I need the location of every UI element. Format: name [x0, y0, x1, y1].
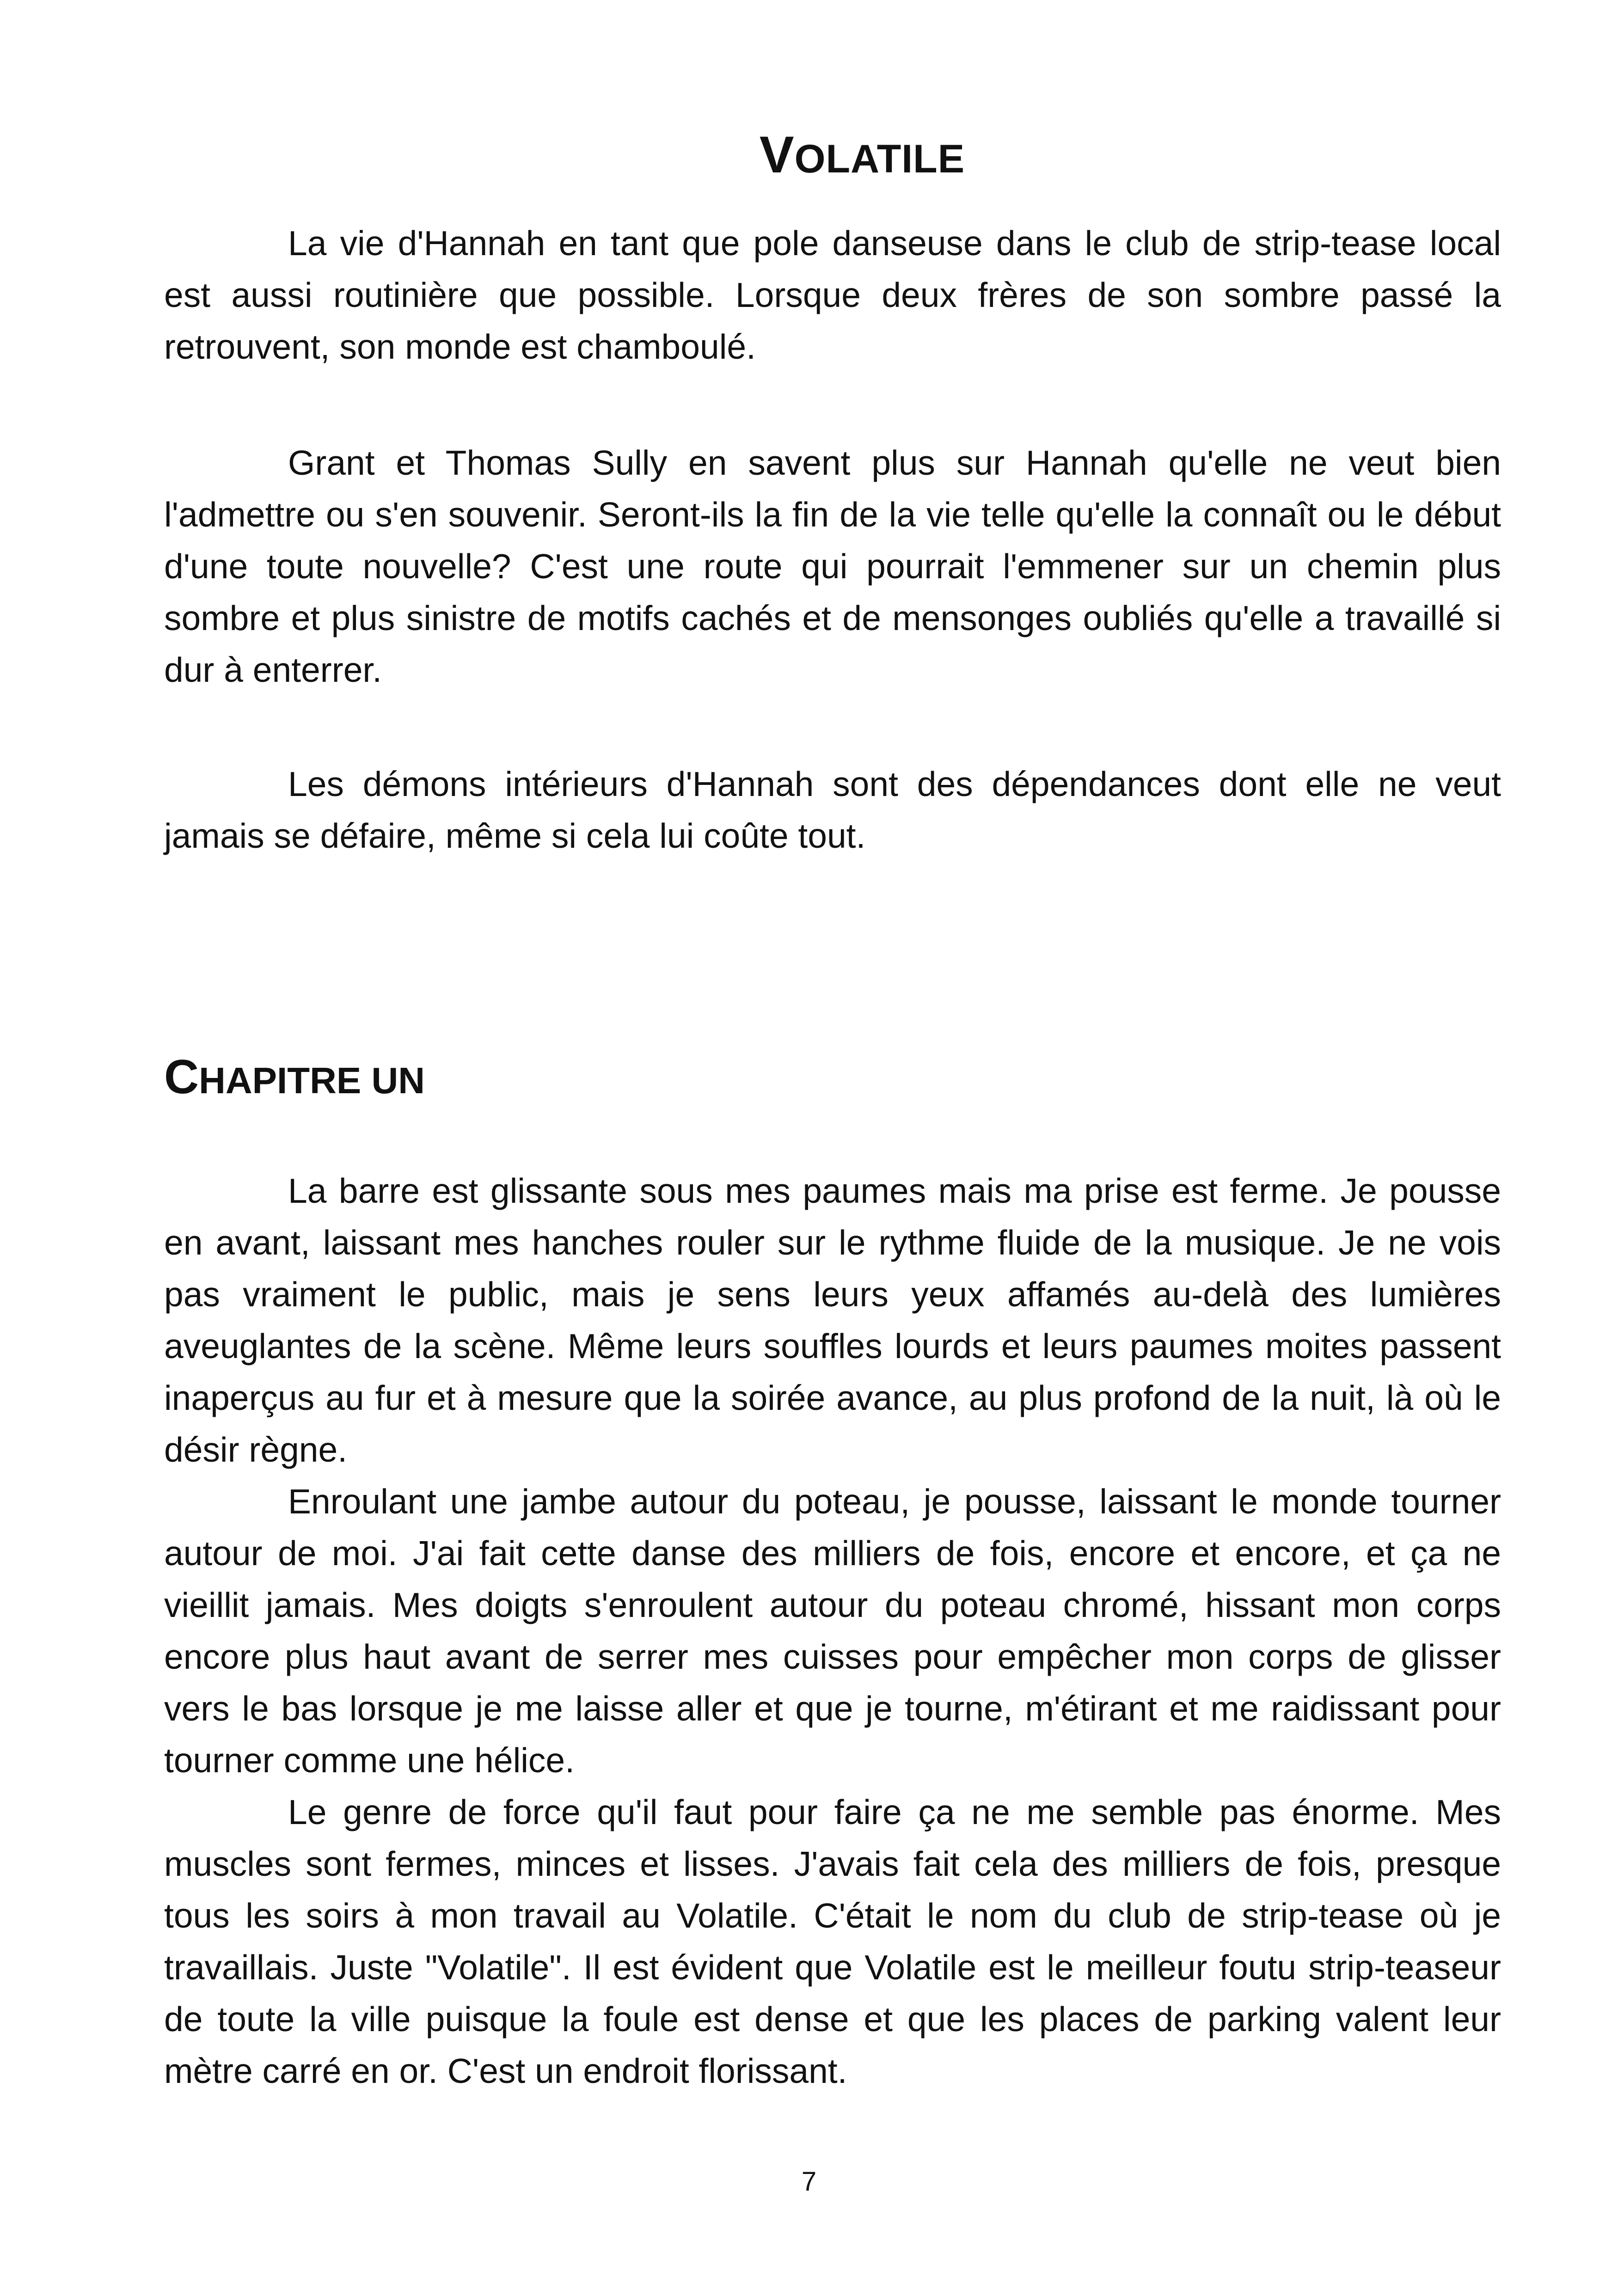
blurb-text: La vie d'Hannah en tant que pole danseuse dans le club de strip-tease local est aussi routinière que possible. Lorsque deux frères de son sombre passé la retrouvent, son monde est chamboulé. [164, 224, 1501, 366]
chapter-paragraph: Enroulant une jambe autour du poteau, je pousse, laissant le monde tourner autour de moi. J'ai fait cette danse des milliers de fois, encore et encore, et ça ne vieillit jamais. Mes doigts s'enroulent autour du poteau chromé, hissant mon corps encore plus haut avant de serrer mes cuisses pour empêcher mon corps de glisser vers le bas lorsque je me laisse aller et que je tourne, m'étirant et me raidissant pour tourner comme une hélice. [164, 1482, 1501, 1780]
chapter-paragraph: Le genre de force qu'il faut pour faire ça ne me semble pas énorme. Mes muscles sont fermes, minces et lisses. J'avais fait cela des milliers de fois, presque tous les soirs à mon travail au Volatile. C'était le nom du club de strip-tease où je travaillais. Juste "Volatile". Il est évident que Volatile est le meilleur foutu strip-teaseur de toute la ville puisque la foule est dense et que les places de parking valent leur mètre carré en or. C'est un endroit florissant. [164, 1793, 1501, 2090]
chapter-body [164, 1165, 1501, 2097]
book-title-initial: V [759, 126, 795, 184]
chapter-paragraph: La barre est glissante sous mes paumes mais ma prise est ferme. Je pousse en avant, laissant mes hanches rouler sur le rythme fluide de la musique. Je ne vois pas vraiment le public, mais je sens leurs yeux affamés au-delà des lumières aveuglantes de la scène. Même leurs souffles lourds et leurs paumes moites passent inaperçus au fur et à mesure que la soirée avance, au plus profond de la nuit, là où le désir règne. [164, 1171, 1501, 1469]
blurb-paragraph-3 [164, 758, 1501, 862]
chapter-heading [164, 1047, 425, 1111]
blurb-text: Les démons intérieurs d'Hannah sont des dépendances dont elle ne veut jamais se défaire, même si cela lui coûte tout. [164, 765, 1501, 855]
blurb-paragraph-2 [164, 437, 1501, 696]
chapter-heading-rest: HAPITRE UN [199, 1060, 425, 1101]
page-number: 7 [801, 2167, 817, 2197]
chapter-heading-initial: C [164, 1050, 199, 1104]
book-title [0, 122, 1618, 191]
book-title-rest: OLATILE [794, 137, 965, 181]
blurb-text: Grant et Thomas Sully en savent plus sur Hannah qu'elle ne veut bien l'admettre ou s'en souvenir. Seront-ils la fin de la vie telle qu'elle la connaît ou le début d'une toute nouvelle? C'est une route qui pourrait l'emmener sur un chemin plus sombre et plus sinistre de motifs cachés et de mensonges oubliés qu'elle a travaillé si dur à enterrer. [164, 443, 1501, 689]
blurb-paragraph-1 [164, 217, 1501, 373]
